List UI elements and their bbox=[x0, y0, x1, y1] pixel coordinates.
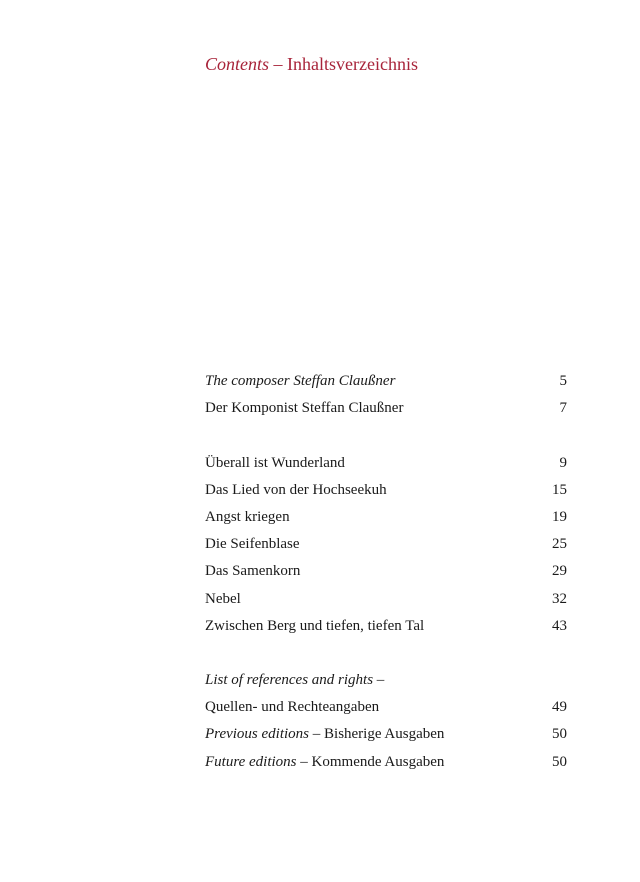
toc-entry-title-italic: Future editions bbox=[205, 753, 297, 770]
page-title-italic: Contents bbox=[205, 54, 270, 74]
toc-entry-title: Die Seifenblase bbox=[205, 536, 300, 553]
toc-entry-title-italic: The composer Steffan Claußner bbox=[205, 373, 396, 389]
toc-entry-title-text: Der Komponist Steffan Claußner bbox=[205, 400, 404, 417]
toc-entry-title-text: – Bisherige Ausgaben bbox=[309, 726, 445, 743]
toc-page-number: 43 bbox=[552, 617, 567, 634]
toc-entry-title: Zwischen Berg und tiefen, tiefen Tal bbox=[205, 617, 425, 634]
toc-entry-title: Überall ist Wunderland bbox=[205, 454, 345, 471]
toc-entry-song[interactable] bbox=[205, 452, 567, 479]
toc-page-number: 50 bbox=[552, 753, 567, 770]
toc-entry-title bbox=[205, 751, 444, 773]
toc-entry-composer-en[interactable] bbox=[205, 370, 567, 397]
toc-page-number: 50 bbox=[552, 726, 567, 743]
toc-entry-title-text: – bbox=[373, 672, 385, 689]
toc-page-number: 7 bbox=[559, 400, 567, 417]
toc-entry-title: Das Samenkorn bbox=[205, 563, 301, 580]
toc-page-number: 19 bbox=[552, 508, 567, 525]
toc-entry-title bbox=[205, 397, 403, 419]
toc-page-number: 15 bbox=[552, 481, 567, 498]
toc-entry-song[interactable] bbox=[205, 479, 567, 506]
toc-entry-title bbox=[205, 696, 379, 718]
toc-entry-title bbox=[205, 370, 395, 392]
toc-entry-title: Nebel bbox=[205, 590, 241, 607]
toc-entry-song[interactable] bbox=[205, 533, 567, 560]
toc-page-number: 9 bbox=[559, 454, 567, 471]
page-title bbox=[205, 54, 418, 75]
toc-entry-title bbox=[205, 723, 444, 745]
toc-section-gap bbox=[205, 424, 567, 451]
toc-page-number: 29 bbox=[552, 563, 567, 580]
toc-entry-title: Angst kriegen bbox=[205, 508, 290, 525]
toc-entry-title-text: Quellen- und Rechteangaben bbox=[205, 699, 380, 716]
toc-entry-previous-editions[interactable] bbox=[205, 723, 567, 750]
table-of-contents bbox=[205, 370, 567, 778]
toc-entry-composer-de[interactable] bbox=[205, 397, 567, 424]
toc-entry-title-text: – Kommende Ausgaben bbox=[296, 753, 445, 770]
toc-page-number: 5 bbox=[559, 373, 567, 389]
toc-entry-song[interactable] bbox=[205, 588, 567, 615]
toc-section-gap bbox=[205, 642, 567, 669]
toc-page-number: 49 bbox=[552, 699, 567, 716]
toc-entry-title-italic: Previous editions bbox=[205, 726, 310, 743]
toc-entry-song[interactable] bbox=[205, 615, 567, 642]
toc-page-number: 32 bbox=[552, 590, 567, 607]
toc-entry-song[interactable] bbox=[205, 560, 567, 587]
toc-page-number: 25 bbox=[552, 536, 567, 553]
toc-entry-future-editions[interactable] bbox=[205, 751, 567, 778]
toc-entry-title bbox=[205, 669, 384, 691]
toc-entry-title-italic: List of references and rights bbox=[205, 672, 374, 689]
toc-entry-references-en[interactable] bbox=[205, 669, 567, 696]
toc-entry-title: Das Lied von der Hochseekuh bbox=[205, 481, 387, 498]
toc-entry-song[interactable] bbox=[205, 506, 567, 533]
page-title-rest: – Inhaltsverzeichnis bbox=[269, 54, 418, 74]
toc-entry-references-de[interactable] bbox=[205, 696, 567, 723]
